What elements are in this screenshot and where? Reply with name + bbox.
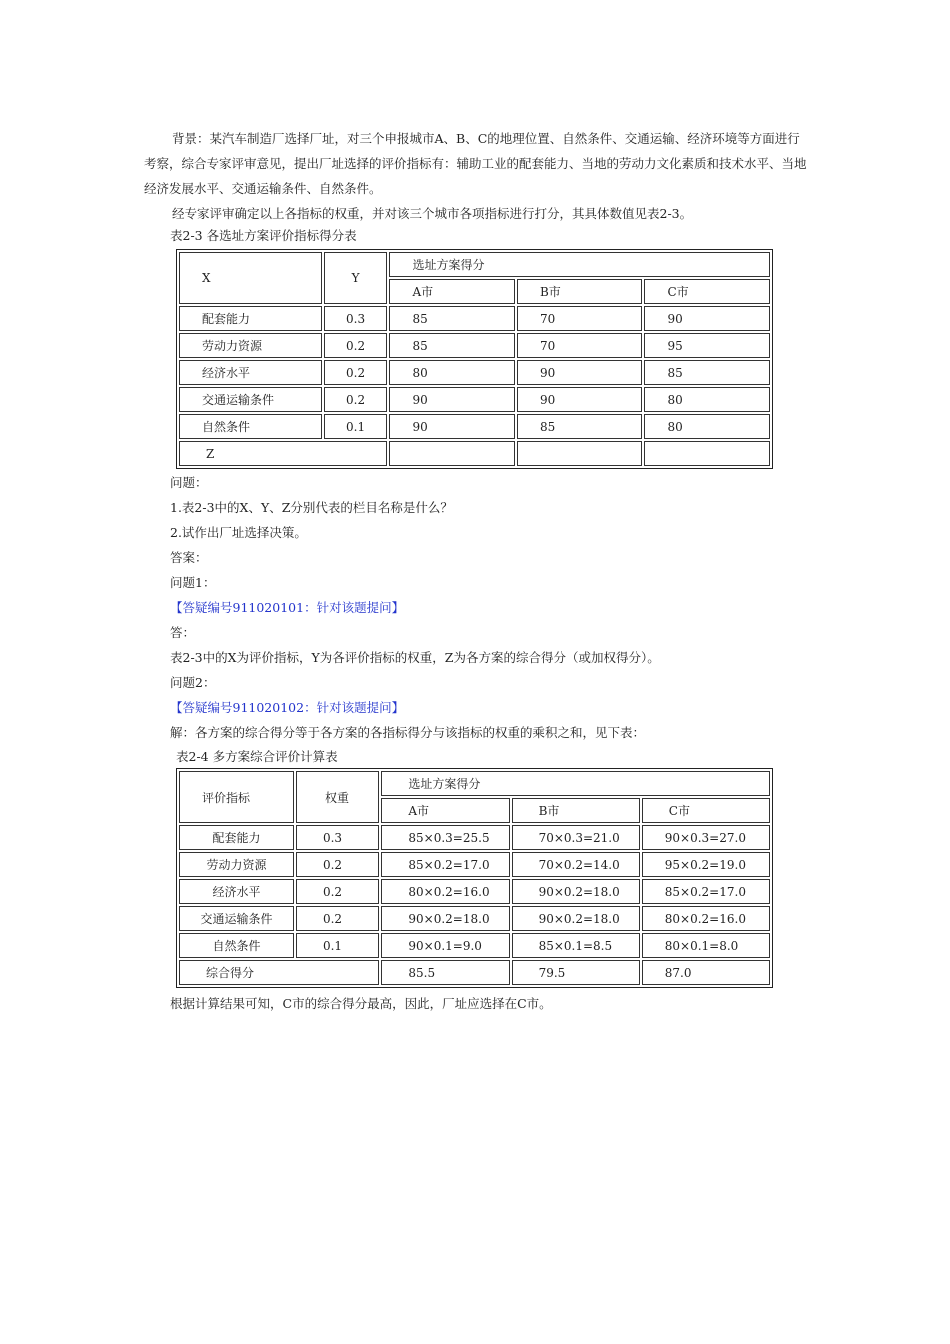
header-city-a: A市: [389, 279, 515, 304]
table2-caption: 表2-4 多方案综合评价计算表: [176, 749, 338, 764]
solution-text: 解：各方案的综合得分等于各方案的各指标得分与该指标的权重的乘积之和，见下表：: [170, 725, 646, 740]
question-1-label: 问题1：: [170, 575, 216, 590]
header-y: Y: [324, 252, 388, 304]
table-row: 配套能力 0.3 85 70 90: [179, 306, 770, 331]
background-paragraph: 背景：某汽车制造厂选择厂址，对三个申报城市A、B、C的地理位置、自然条件、交通运输、经济环境等方面进行考察，综合专家评审意见，提出厂址选择的评价指标有：辅助工业的配套能力、当地的劳动力文化素质和技术水平、当地经济发展水平、交通运输条件、自然条件。: [144, 131, 807, 196]
calculation-table: [176, 768, 773, 988]
table-row: 配套能力 0.3 85×0.3=25.5 70×0.3=21.0 90×0.3=27.0: [179, 825, 770, 850]
table-row: 交通运输条件 0.2 90×0.2=18.0 90×0.2=18.0 80×0.2=16.0: [179, 906, 770, 931]
table-row: 劳动力资源 0.2 85 70 95: [179, 333, 770, 358]
header-x: X: [179, 252, 322, 304]
header-city-b: B市: [517, 279, 643, 304]
header-scheme-score: 选址方案得分: [381, 771, 770, 796]
table1-caption: 表2-3 各选址方案评价指标得分表: [170, 228, 357, 243]
question-2: 2.试作出厂址选择决策。: [170, 525, 307, 540]
qa-link-2[interactable]: 【答疑编号911020102：针对该题提问】: [170, 700, 405, 715]
answer-1-text: 表2-3中的X为评价指标，Y为各评价指标的权重，Z为各方案的综合得分（或加权得分）。: [170, 650, 660, 665]
table-row: 自然条件 0.1 90×0.1=9.0 85×0.1=8.5 80×0.1=8.0: [179, 933, 770, 958]
header-city-c: C市: [644, 279, 770, 304]
question-2-label: 问题2：: [170, 675, 216, 690]
question-1: 1.表2-3中的X、Y、Z分别代表的栏目名称是什么？: [170, 500, 453, 515]
header-weight: 权重: [296, 771, 379, 823]
header-indicator: 评价指标: [179, 771, 294, 823]
answer-label: 答：: [170, 625, 196, 640]
table-row-total: 综合得分 85.5 79.5 87.0: [179, 960, 770, 985]
table-row: 经济水平 0.2 80 90 85: [179, 360, 770, 385]
table-row-total: Z: [179, 441, 770, 466]
conclusion-text: 根据计算结果可知，C市的综合得分最高，因此，厂址应选择在C市。: [170, 996, 552, 1011]
header-city-c: C市: [642, 798, 770, 823]
weights-paragraph: 经专家评审确定以上各指标的权重，并对该三个城市各项指标进行打分，其具体数值见表2-3。: [172, 206, 693, 221]
qa-link-1[interactable]: 【答疑编号911020101：针对该题提问】: [170, 600, 405, 615]
table-row: 自然条件 0.1 90 85 80: [179, 414, 770, 439]
questions-heading: 问题：: [170, 475, 208, 490]
header-city-b: B市: [512, 798, 640, 823]
score-table: [176, 249, 773, 469]
header-scheme-score: 选址方案得分: [389, 252, 770, 277]
table-row: 交通运输条件 0.2 90 90 80: [179, 387, 770, 412]
table-row: 劳动力资源 0.2 85×0.2=17.0 70×0.2=14.0 95×0.2=19.0: [179, 852, 770, 877]
table-row: 经济水平 0.2 80×0.2=16.0 90×0.2=18.0 85×0.2=17.0: [179, 879, 770, 904]
header-city-a: A市: [381, 798, 509, 823]
answers-heading: 答案：: [170, 550, 208, 565]
